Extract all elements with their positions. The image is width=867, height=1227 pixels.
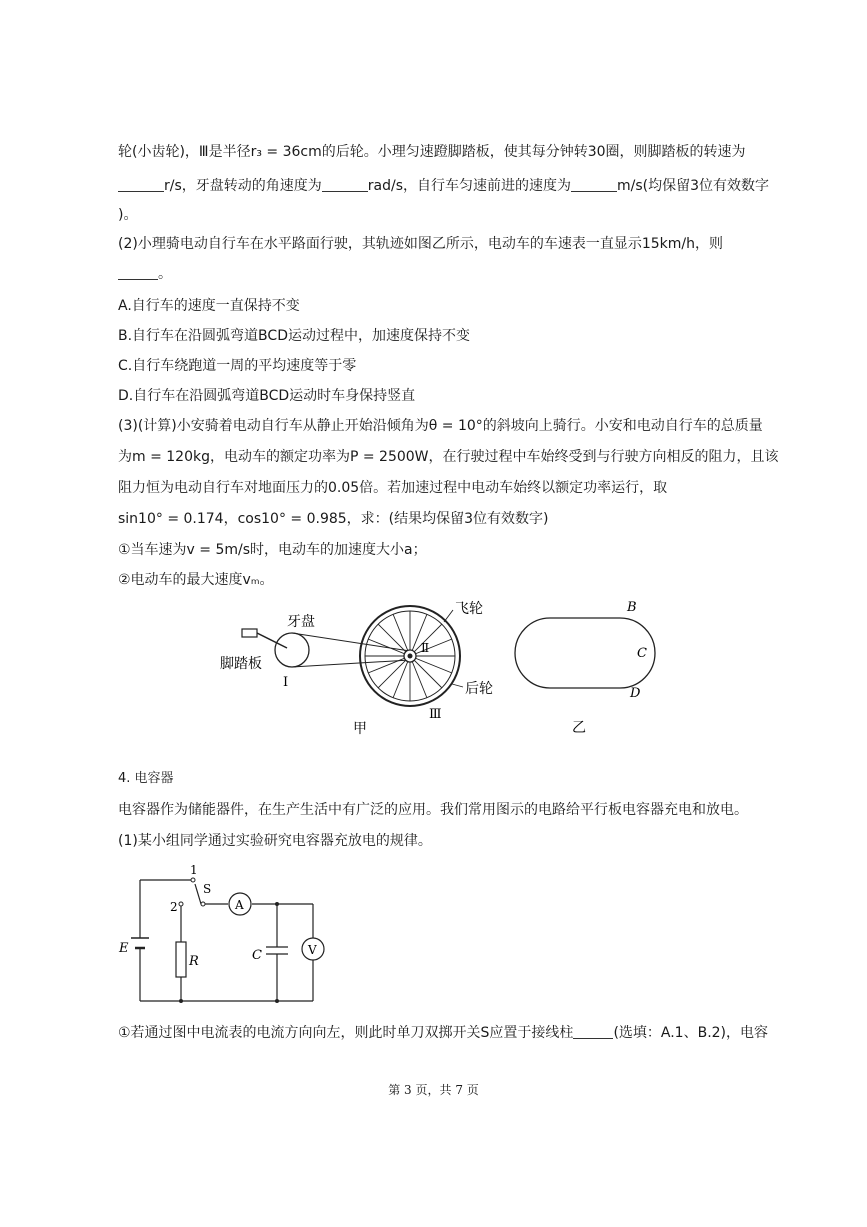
junction-dot <box>275 902 279 906</box>
pedal-shape <box>242 629 257 637</box>
q3-part3-line3: 阻力恒为电动自行车对地面压力的0.05倍。若加速过程中电动车始终以额定功率运行，取 <box>118 480 668 496</box>
chainring-label: 牙盘 <box>287 614 315 630</box>
answer-blank[interactable] <box>322 177 368 192</box>
q3-intro-line2c: m/s(均保留3位有效数字 <box>617 178 770 194</box>
chain-top <box>292 633 410 651</box>
voltmeter-label: V <box>308 943 317 957</box>
battery-label: E <box>119 941 129 956</box>
figure-jia-bicycle-drive <box>215 596 493 741</box>
q3-intro-line3: )。 <box>118 207 138 223</box>
point-c-label: C <box>637 646 647 661</box>
capacitor-label: C <box>252 948 262 963</box>
page-footer: 第 3 页，共 7 页 <box>388 1083 479 1097</box>
label-iii: Ⅲ <box>429 707 442 722</box>
q4-title: 4. 电容器 <box>118 771 174 786</box>
terminal-2 <box>179 902 183 906</box>
q3-intro-line2a: r/s，牙盘转动的角速度为 <box>164 178 322 194</box>
label-ii: Ⅱ <box>421 641 430 655</box>
answer-blank[interactable] <box>118 177 164 192</box>
terminal-1 <box>191 878 195 882</box>
answer-blank[interactable] <box>118 265 158 280</box>
track-path <box>515 618 655 688</box>
rear-wheel-label: 后轮 <box>465 681 493 697</box>
q3-intro-line2b: rad/s，自行车匀速前进的速度为 <box>367 178 572 194</box>
label-i: Ⅰ <box>283 675 289 690</box>
junction-dot <box>275 999 279 1003</box>
ammeter-label: A <box>235 898 244 912</box>
figure-yi-caption: 乙 <box>572 720 586 736</box>
junction-dot <box>179 999 183 1003</box>
q3-part3-line4: sin10° = 0.174，cos10° = 0.985，求：(结果均保留3位有效数字) <box>118 511 549 527</box>
q3-part2-blank-line <box>118 264 778 284</box>
q4-part1: (1)某小组同学通过实验研究电容器充放电的规律。 <box>118 833 432 849</box>
resistor-label: R <box>189 954 199 969</box>
q4-sub1 <box>118 1023 778 1043</box>
terminal-1-label: 1 <box>190 863 198 877</box>
terminal-2-label: 2 <box>170 900 178 914</box>
option-a: A.自行车的速度一直保持不变 <box>118 298 300 314</box>
option-c: C.自行车绕跑道一周的平均速度等于零 <box>118 358 357 374</box>
point-b-label: B <box>627 600 637 615</box>
option-b: B.自行车在沿圆弧弯道BCD运动过程中，加速度保持不变 <box>118 328 470 344</box>
option-d: D.自行车在沿圆弧弯道BCD运动时车身保持竖直 <box>118 388 416 404</box>
q4-intro: 电容器作为储能器件，在生产生活中有广泛的应用。我们常用图示的电路给平行板电容器充电和放电。 <box>118 802 748 818</box>
q3-part3-sub1: ①当车速为v = 5m/s时，电动车的加速度大小a； <box>118 542 427 558</box>
point-d-label: D <box>630 686 641 701</box>
q3-part3-sub2: ②电动车的最大速度vₘ。 <box>118 572 274 588</box>
answer-blank[interactable] <box>571 177 617 192</box>
figure-yi-track <box>510 598 660 738</box>
rear-wheel-leader <box>452 684 463 687</box>
q4-sub1-text-a: ①若通过图中电流表的电流方向向左，则此时单刀双掷开关S应置于接线柱 <box>118 1025 574 1041</box>
flywheel-leader <box>444 610 453 622</box>
q3-part3-line1: (3)(计算)小安骑着电动自行车从静止开始沿倾角为θ = 10°的斜坡向上骑行。小安和电动自行车的总质量 <box>118 418 763 434</box>
q3-intro-line2 <box>118 176 778 196</box>
q3-intro-line1: 轮(小齿轮)，Ⅲ是半径r₃ = 36cm的后轮。小理匀速蹬脚踏板，使其每分钟转30圈，则脚踏板的转速为 <box>118 144 746 160</box>
flywheel-label: 飞轮 <box>455 601 483 617</box>
answer-blank[interactable] <box>573 1024 613 1039</box>
figure-jia-caption: 甲 <box>353 721 367 737</box>
pedal-label: 脚踏板 <box>220 656 262 672</box>
capacitor-circuit-diagram <box>115 860 330 1010</box>
switch-pivot <box>201 902 205 906</box>
q3-part3-line2: 为m = 120kg，电动车的额定功率为P = 2500W，在行驶过程中车始终受到与行驶方向相反的阻力，且该 <box>118 449 779 465</box>
q3-part2-stem: (2)小理骑电动自行车在水平路面行驶，其轨迹如图乙所示，电动车的车速表一直显示15km/h，则 <box>118 236 723 252</box>
q3-part2-stem-end: 。 <box>158 266 172 282</box>
switch-label: S <box>203 882 212 896</box>
chainring-circle <box>275 633 309 667</box>
q4-sub1-text-b: (选填：A.1、B.2)，电容 <box>613 1025 769 1041</box>
